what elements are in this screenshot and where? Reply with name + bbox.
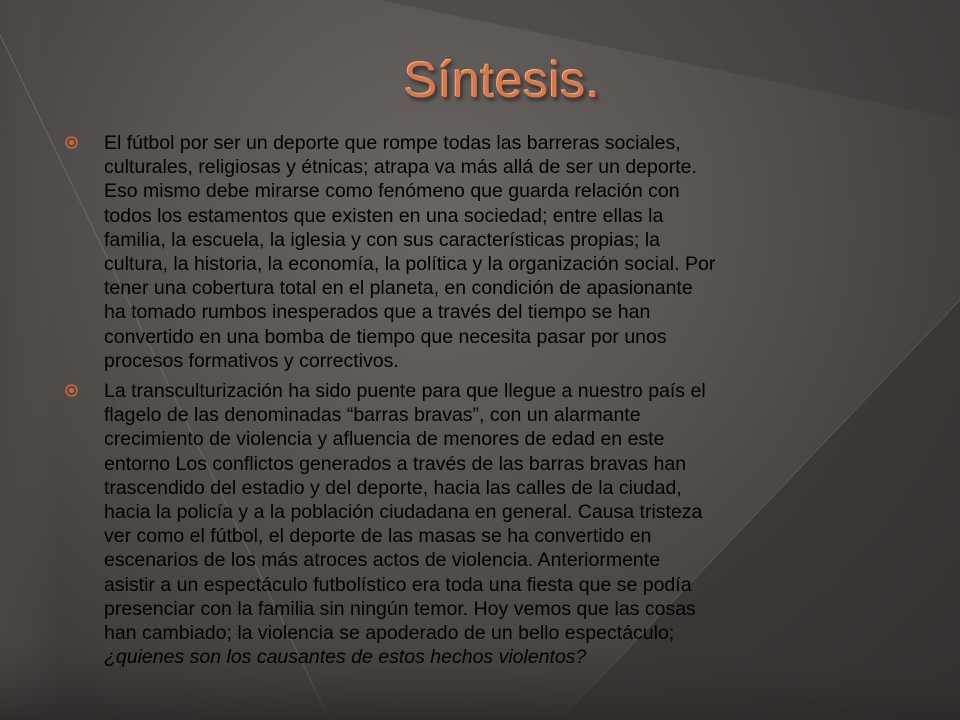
bullet-list bbox=[62, 131, 892, 675]
bullet-item-1 bbox=[62, 131, 892, 373]
left-facet-shape bbox=[0, 0, 60, 720]
circle-target-bullet-icon bbox=[65, 136, 78, 149]
bullet-text-2 bbox=[104, 379, 892, 669]
bullet-text-1: El fútbol por ser un deporte que rompe todas las barreras sociales, culturales, religiosas y étnicas; atrapa va más allá de ser un deporte. Eso mismo debe mirarse como fenómeno que guarda relación con todos los estamentos que existen en una sociedad; entre ellas la familia, la escuela, la iglesia y con sus características propias; la cultura, la historia, la economía, la política y la organización social. Por tener una cobertura total en el planeta, en condición de apasionante ha tomado rumbos inesperados que a través del tiempo se han convertido en una bomba de tiempo que necesita pasar por unos procesos formativos y correctivos. bbox=[104, 132, 716, 372]
circle-target-bullet-icon bbox=[65, 384, 78, 397]
bullet-item-2 bbox=[62, 379, 892, 669]
slide-title: Síntesis. bbox=[404, 52, 601, 108]
bullet-text-2-question: ¿quienes son los causantes de estos hechos violentos? bbox=[104, 646, 587, 669]
bullet-text-2-body: La transculturización ha sido puente para que llegue a nuestro país el flagelo de las denominadas “barras bravas”, con un alarmante crecimiento de violencia y afluencia de menores de edad en este entorno Los conflictos generados a través de las barras bravas han trascendido del estadio y del deporte, hacia las calles de la ciudad, hacia la policía y a la población ciudadana en general. Causa tristeza ver como el fútbol, el deporte de las masas se ha convertido en escenarios de los más atroces actos de violencia. Anteriormente asistir a un espectáculo futbolístico era toda una fiesta que se podía presenciar con la familia sin ningún temor. Hoy vemos que las cosas han cambiado; la violencia se apoderado de un bello espectáculo; bbox=[104, 380, 706, 645]
